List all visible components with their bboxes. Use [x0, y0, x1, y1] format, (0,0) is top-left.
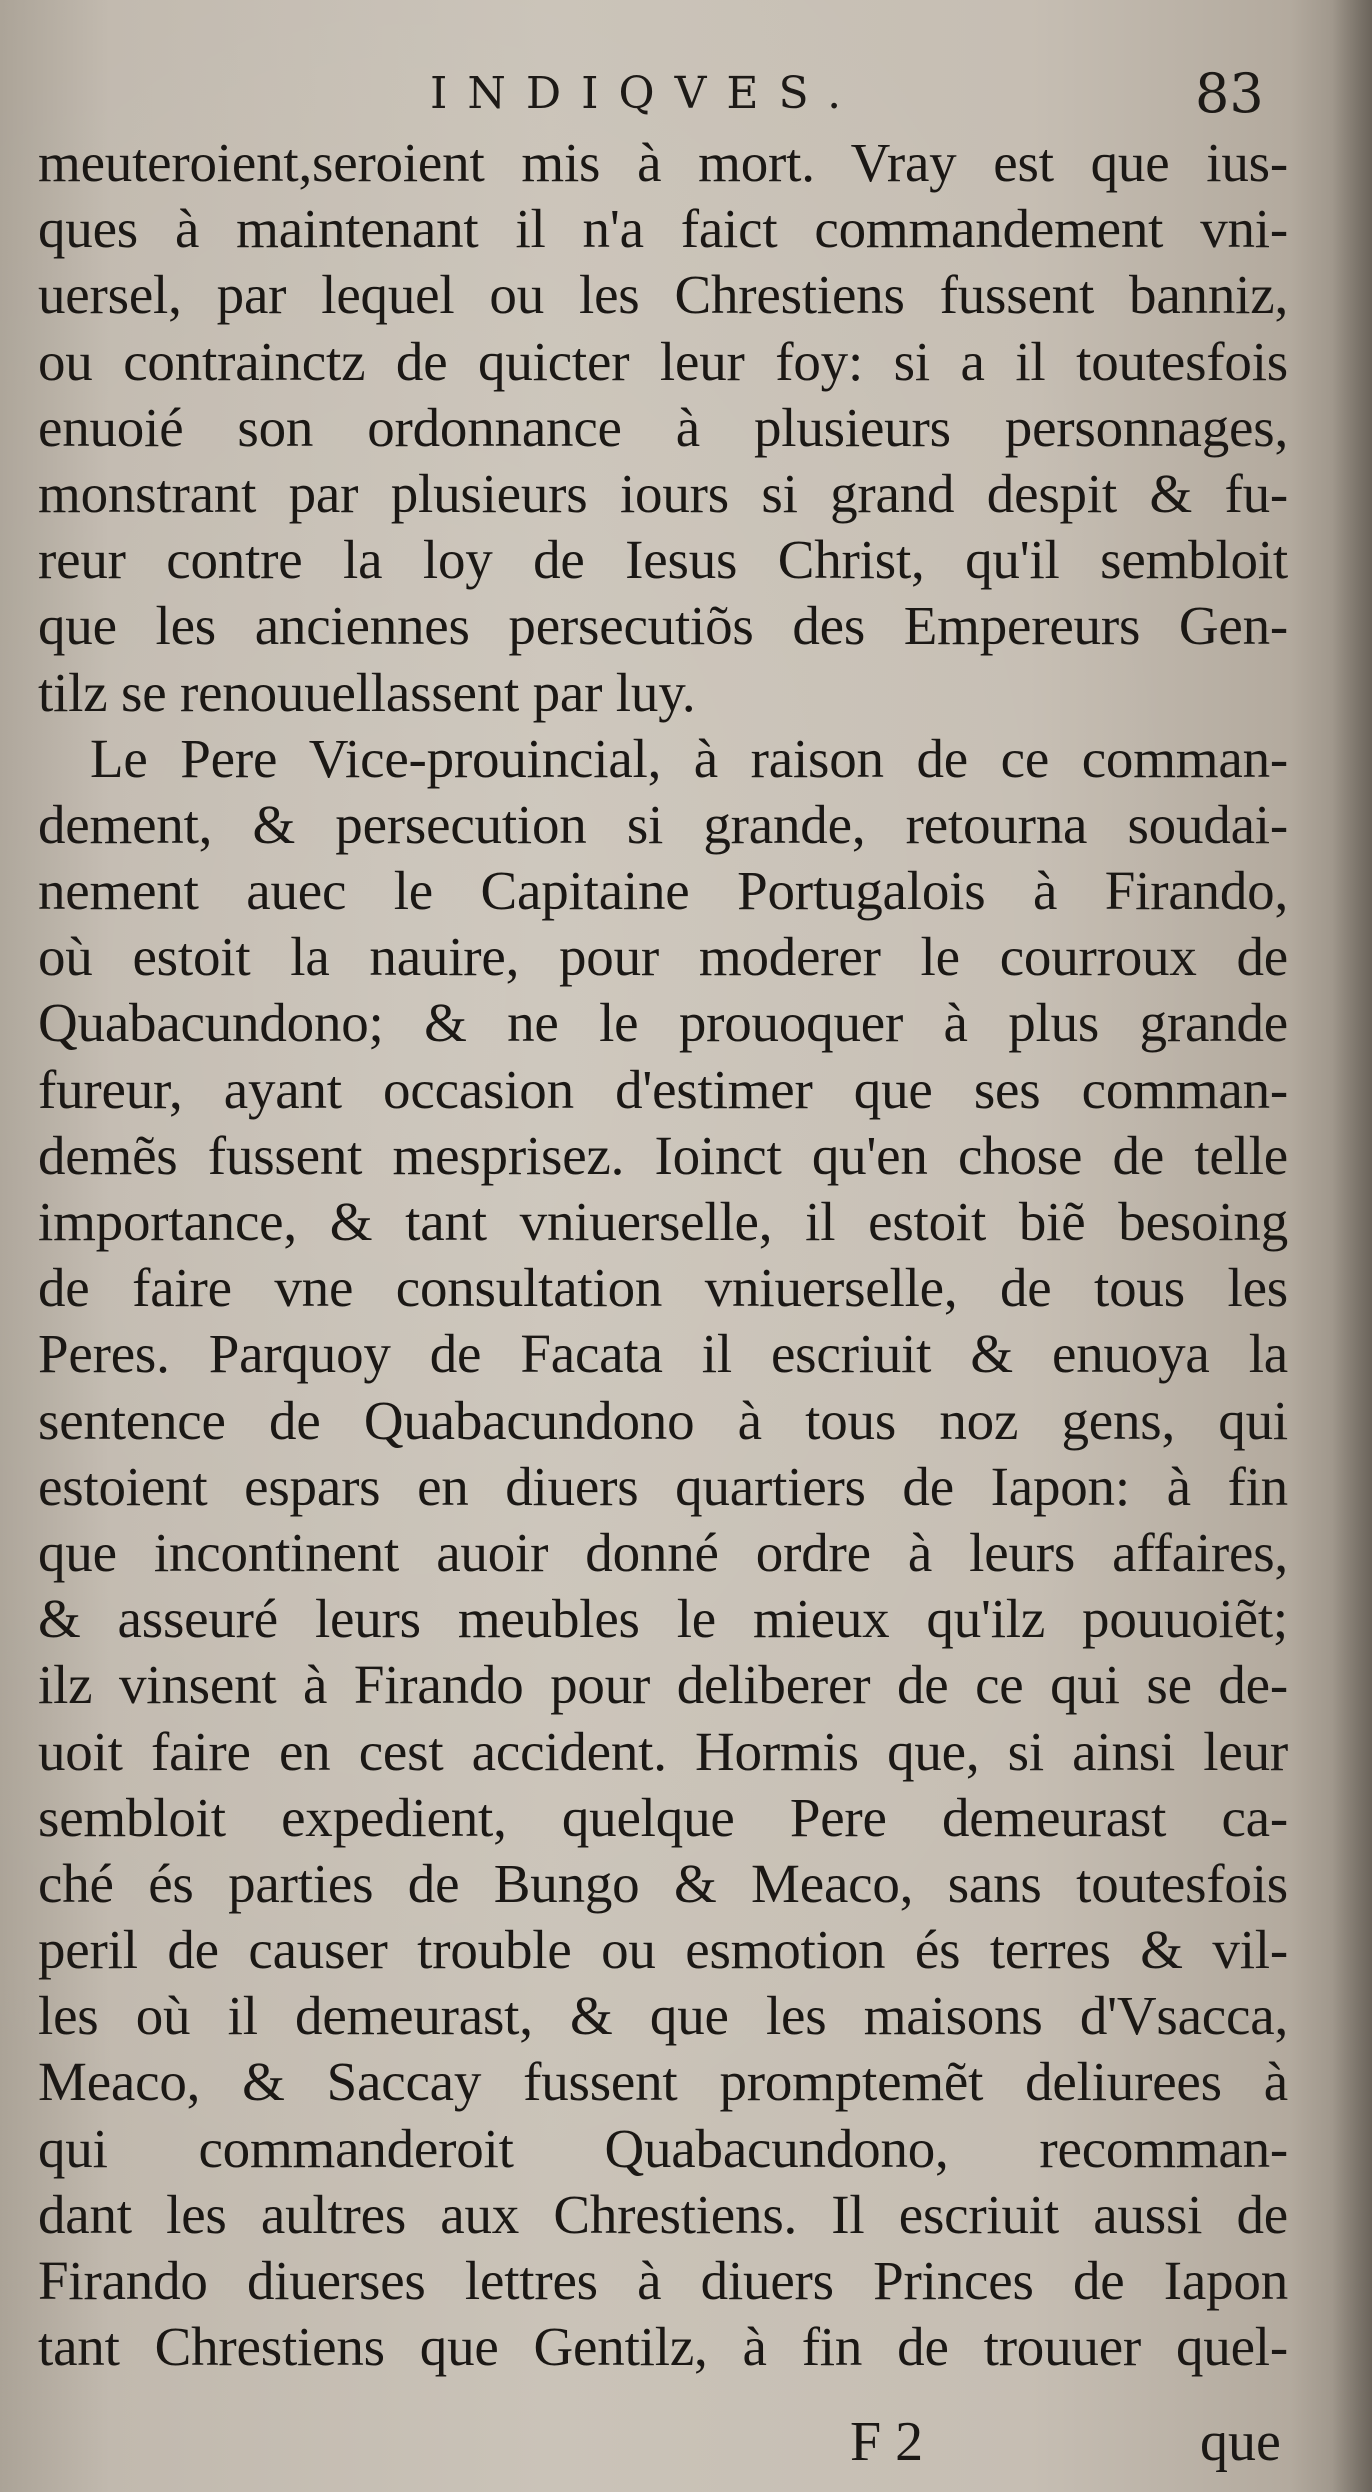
text-line: Firando diuerses lettres à diuers Princes de Iapon — [38, 2250, 1288, 2311]
page-number: 83 — [1195, 62, 1264, 125]
text-line: où estoit la nauire, pour moderer le courroux de — [38, 926, 1288, 988]
text-line: sentence de Quabacundono à tous noz gens, qui — [38, 1389, 1288, 1451]
text-line: estoient espars en diuers quartiers de Iapon: à fin — [38, 1455, 1288, 1517]
text-line: les où il demeurast, & que les maisons d'Vsacca, — [38, 1985, 1288, 2047]
text-line: importance, & tant vniuerselle, il estoit biẽ besoing — [38, 1191, 1288, 1252]
text-line: & asseuré leurs meubles le mieux qu'ilz pouuoiẽt; — [38, 1588, 1288, 1650]
text-line: uersel, par lequel ou les Chrestiens fussent banniz, — [38, 264, 1288, 326]
text-line: que incontinent auoir donné ordre à leurs affaires, — [38, 1521, 1288, 1583]
running-head: INDIQVES. — [430, 68, 862, 119]
text-line: Quabacundono; & ne le prouoquer à plus grande — [38, 992, 1288, 1054]
text-line: reur contre la loy de Iesus Christ, qu'il sembloit — [38, 529, 1288, 591]
text-line: dant les aultres aux Chrestiens. Il escriuit aussi de — [38, 2183, 1288, 2245]
text-line: meuteroient,seroient mis à mort. Vray est que ius- — [38, 132, 1288, 193]
text-line: Meaco, & Saccay fussent promptemẽt deliurees à — [38, 2051, 1288, 2113]
catchword: que — [1200, 2411, 1281, 2473]
text-line: ou contrainctz de quicter leur foy: si a il toutesfois — [38, 330, 1288, 392]
text-line: de faire vne consultation vniuerselle, de tous les — [38, 1257, 1288, 1319]
paragraph-start-line: Le Pere Vice-prouincial, à raison de ce comman- — [90, 727, 1288, 789]
text-line: uoit faire en cest accident. Hormis que, si ainsi leur — [38, 1720, 1288, 1782]
signature-mark: F 2 — [850, 2411, 924, 2473]
text-line: sembloit expedient, quelque Pere demeurast ca- — [38, 1786, 1288, 1848]
page-footer — [0, 2410, 1372, 2480]
page-header — [0, 62, 1372, 138]
text-line: ilz vinsent à Firando pour deliberer de ce qui se de- — [38, 1654, 1288, 1716]
text-line: dement, & persecution si grande, retourna soudai- — [38, 793, 1288, 855]
text-line: monstrant par plusieurs iours si grand despit & fu- — [38, 462, 1288, 524]
text-line: tant Chrestiens que Gentilz, à fin de trouuer quel- — [38, 2316, 1288, 2378]
body-text — [38, 130, 1288, 2380]
text-line: enuoié son ordonnance à plusieurs personnages, — [38, 396, 1288, 458]
text-line: que les anciennes persecutiõs des Empereurs Gen- — [38, 595, 1288, 657]
text-line: demẽs fussent mesprisez. Ioinct qu'en chose de telle — [38, 1124, 1288, 1186]
text-line: nement auec le Capitaine Portugalois à Firando, — [38, 860, 1288, 922]
text-line: qui commanderoit Quabacundono, recomman- — [38, 2117, 1288, 2179]
text-line: fureur, ayant occasion d'estimer que ses comman- — [38, 1058, 1288, 1120]
text-line: Peres. Parquoy de Facata il escriuit & enuoya la — [38, 1323, 1288, 1385]
text-line: ché és parties de Bungo & Meaco, sans toutesfois — [38, 1852, 1288, 1914]
text-line: peril de causer trouble ou esmotion és terres & vil- — [38, 1919, 1288, 1981]
text-line: ques à maintenant il n'a faict commandement vni- — [38, 198, 1288, 260]
text-line: tilz se renouuellassent par luy. — [38, 661, 696, 723]
